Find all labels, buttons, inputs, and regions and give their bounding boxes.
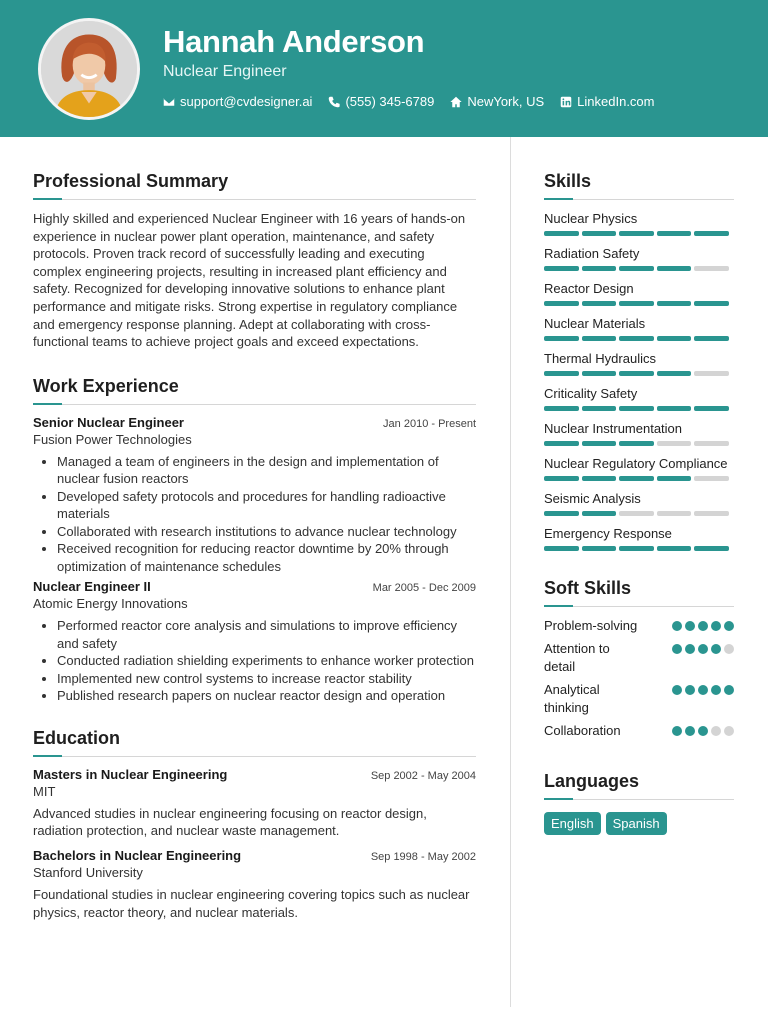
envelope-icon [163,96,175,108]
skill-level-segment [619,266,654,271]
soft-skills-list [544,617,734,740]
languages-section [544,770,734,835]
skill-level-segment [544,266,579,271]
skill-level-segment [694,441,729,446]
rating-dot [724,685,734,695]
skill-level-segment [619,301,654,306]
soft-skill-item [544,640,734,676]
skill-level-segment [582,441,617,446]
job-bullet: • Performed reactor core analysis and simulations to improve efficiency and safety [57,617,476,652]
skill-name: Nuclear Instrumentation [544,421,683,436]
skill-name: Radiation Safety [544,246,640,261]
contact-email[interactable] [163,94,312,109]
rating-dot [711,685,721,695]
skill-name: Thermal Hydraulics [544,351,656,366]
rating-dot [724,726,734,736]
skill-item [544,315,734,341]
rating-dot [685,621,695,631]
soft-skill-rating [672,621,734,631]
language-tag: English [544,812,601,835]
skill-level-segment [694,406,729,411]
skill-level-segment [657,301,692,306]
skill-level-segment [619,546,654,551]
job-bullet: • Developed safety protocols and procedures for handling radioactive materials [57,488,476,523]
skill-level-segment [544,406,579,411]
rating-dot [685,685,695,695]
section-heading: Work Experience [33,375,179,396]
skill-level-segment [582,546,617,551]
section-heading: Soft Skills [544,578,632,598]
rating-dot [698,726,708,736]
skill-level-segment [544,511,579,516]
skill-level-bar [544,511,734,516]
skills-section [544,170,734,551]
rating-dot [724,621,734,631]
contact-location [450,94,544,109]
education-description: Foundational studies in nuclear engineering covering topics such as nuclear physics, reactor theory, and nuclear materials. [33,886,470,920]
school-name: MIT [33,783,56,799]
phone-icon [328,96,340,108]
skills-list [544,210,734,551]
skill-level-segment [544,336,579,341]
job-bullet: • Conducted radiation shielding experiments to enhance worker protection [57,652,476,670]
contact-phone[interactable] [328,94,434,109]
skill-level-bar [544,441,734,446]
rating-dot [698,685,708,695]
skill-level-segment [694,231,729,236]
education-entry [33,848,476,921]
skill-level-segment [657,511,692,516]
skill-item [544,350,734,376]
skill-level-segment [694,301,729,306]
skill-name: Seismic Analysis [544,491,641,506]
home-icon [450,96,462,108]
skill-level-bar [544,266,734,271]
skill-item [544,455,734,481]
contact-location-text: NewYork, US [467,94,545,109]
rating-dot [685,644,695,654]
skill-level-segment [657,336,692,341]
job-company: Atomic Energy Innovations [33,596,188,612]
work-experience-section [33,375,476,705]
skill-level-segment [544,301,579,306]
skill-level-segment [582,266,617,271]
skill-level-segment [544,546,579,551]
header-banner [0,0,768,137]
degree-title: Bachelors in Nuclear Engineering [33,847,242,863]
contact-phone-text: (555) 345-6789 [345,94,435,109]
soft-skill-item [544,681,734,717]
contact-list [163,94,655,109]
education-date: Sep 1998 - May 2002 [370,850,476,863]
skill-level-segment [694,511,729,516]
skill-level-segment [619,511,654,516]
skill-item [544,245,734,271]
skill-level-bar [544,476,734,481]
languages-list [544,812,734,835]
rating-dot [711,644,721,654]
skill-level-segment [544,441,579,446]
skill-level-segment [657,266,692,271]
job-bullets [57,453,476,576]
skill-level-segment [544,371,579,376]
skill-name: Reactor Design [544,281,634,296]
skill-item [544,280,734,306]
job-entry [33,579,476,705]
job-title: Nuclear Engineer II [33,579,151,595]
job-company: Fusion Power Technologies [33,431,192,447]
rating-dot [672,726,682,736]
professional-summary-section [33,170,476,351]
skill-item [544,385,734,411]
soft-skill-name: Analytical thinking [544,682,600,715]
rating-dot [724,644,734,654]
skill-level-segment [694,266,729,271]
section-rule [33,403,476,405]
skill-item [544,210,734,236]
job-bullets [57,617,476,705]
soft-skill-name: Attention to detail [544,641,610,674]
rating-dot [672,644,682,654]
section-rule [544,198,734,200]
main-column [33,170,476,921]
contact-linkedin[interactable] [560,94,654,109]
job-bullet: • Collaborated with research institutions to advance nuclear technology [57,523,476,541]
section-rule [33,755,476,757]
soft-skill-rating [672,726,734,736]
skill-level-segment [619,476,654,481]
language-tag: Spanish [606,812,667,835]
education-description: Advanced studies in nuclear engineering focusing on reactor design, radiation protection, and nuclear waste management. [33,805,427,839]
column-divider [510,137,511,1007]
skill-level-bar [544,231,734,236]
education-entry [33,767,476,840]
rating-dot [698,621,708,631]
skill-level-segment [582,476,617,481]
skill-level-segment [582,511,617,516]
section-heading: Professional Summary [33,171,229,191]
skill-level-segment [694,476,729,481]
job-bullet: • Managed a team of engineers in the design and implementation of nuclear fusion reactors [57,453,476,488]
skill-name: Criticality Safety [544,386,638,401]
rating-dot [698,644,708,654]
skill-level-bar [544,371,734,376]
soft-skill-item [544,617,734,635]
skill-level-segment [694,336,729,341]
soft-skill-name: Problem-solving [544,618,638,633]
skill-name: Nuclear Physics [544,211,638,226]
section-heading: Skills [544,171,592,191]
skill-level-segment [657,371,692,376]
education-date: Sep 2002 - May 2004 [370,769,476,782]
soft-skills-section [544,577,734,740]
soft-skill-item [544,722,734,740]
skill-level-segment [582,406,617,411]
sidebar-column [544,170,734,835]
degree-title: Masters in Nuclear Engineering [33,766,228,782]
linkedin-icon [560,96,572,108]
skill-level-segment [694,546,729,551]
skill-level-segment [694,371,729,376]
job-bullet: • Published research papers on nuclear reactor design and operation [57,687,476,705]
skill-level-bar [544,336,734,341]
section-rule [33,198,476,200]
skill-name: Nuclear Materials [544,316,646,331]
summary-text: Highly skilled and experienced Nuclear Engineer with 16 years of hands-on experience in nuclear power plant operation, maintenance, and safety protocols. Proven track record of successfully leading and executing complex engineering projects, resulting in increased plant efficiency and safety. Recognized for developing innovative solutions to enhance plant performance and mitigate risks. Strong expertise in regulatory compliance and emergency response planning. Adept at collaborating with cross-functional teams to achieve project goals and exceed expectations. [33,211,466,350]
skill-level-segment [582,371,617,376]
skill-name: Emergency Response [544,526,672,541]
job-date: Jan 2010 - Present [383,417,476,430]
skill-level-bar [544,546,734,551]
skill-level-segment [619,231,654,236]
section-heading: Languages [544,771,640,791]
skill-level-segment [619,406,654,411]
job-bullet: • Received recognition for reducing reactor downtime by 20% through optimization of maintenance schedules [57,540,476,575]
soft-skill-rating [672,644,734,654]
skill-item [544,525,734,551]
skill-level-segment [582,231,617,236]
job-entry [33,415,476,576]
skill-level-segment [582,301,617,306]
skill-level-segment [657,406,692,411]
soft-skill-name: Collaboration [544,723,621,738]
job-bullet: • Implemented new control systems to increase reactor stability [57,670,476,688]
job-title: Senior Nuclear Engineer [33,414,184,430]
skill-level-segment [657,476,692,481]
portrait-image [41,21,137,117]
skill-level-segment [544,231,579,236]
skill-item [544,490,734,516]
contact-email-text: support@cvdesigner.ai [180,94,313,109]
skill-level-segment [619,371,654,376]
rating-dot [672,621,682,631]
skill-level-segment [619,441,654,446]
section-heading: Education [33,727,121,748]
school-name: Stanford University [33,864,143,880]
skill-item [544,420,734,446]
section-rule [544,605,734,607]
contact-linkedin-text: LinkedIn.com [577,94,655,109]
skill-level-bar [544,406,734,411]
skill-level-segment [544,476,579,481]
skill-level-segment [657,441,692,446]
skill-level-segment [657,546,692,551]
skill-name: Nuclear Regulatory Compliance [544,456,728,471]
job-date: Mar 2005 - Dec 2009 [372,582,476,595]
profile-photo [38,18,140,120]
skill-level-segment [582,336,617,341]
rating-dot [711,726,721,736]
section-rule [544,798,734,800]
skill-level-segment [619,336,654,341]
skill-level-segment [657,231,692,236]
rating-dot [672,685,682,695]
skill-level-bar [544,301,734,306]
candidate-name: Hannah Anderson [163,24,425,59]
education-section [33,727,476,921]
rating-dot [685,726,695,736]
rating-dot [711,621,721,631]
candidate-title: Nuclear Engineer [163,63,287,80]
soft-skill-rating [672,685,734,695]
